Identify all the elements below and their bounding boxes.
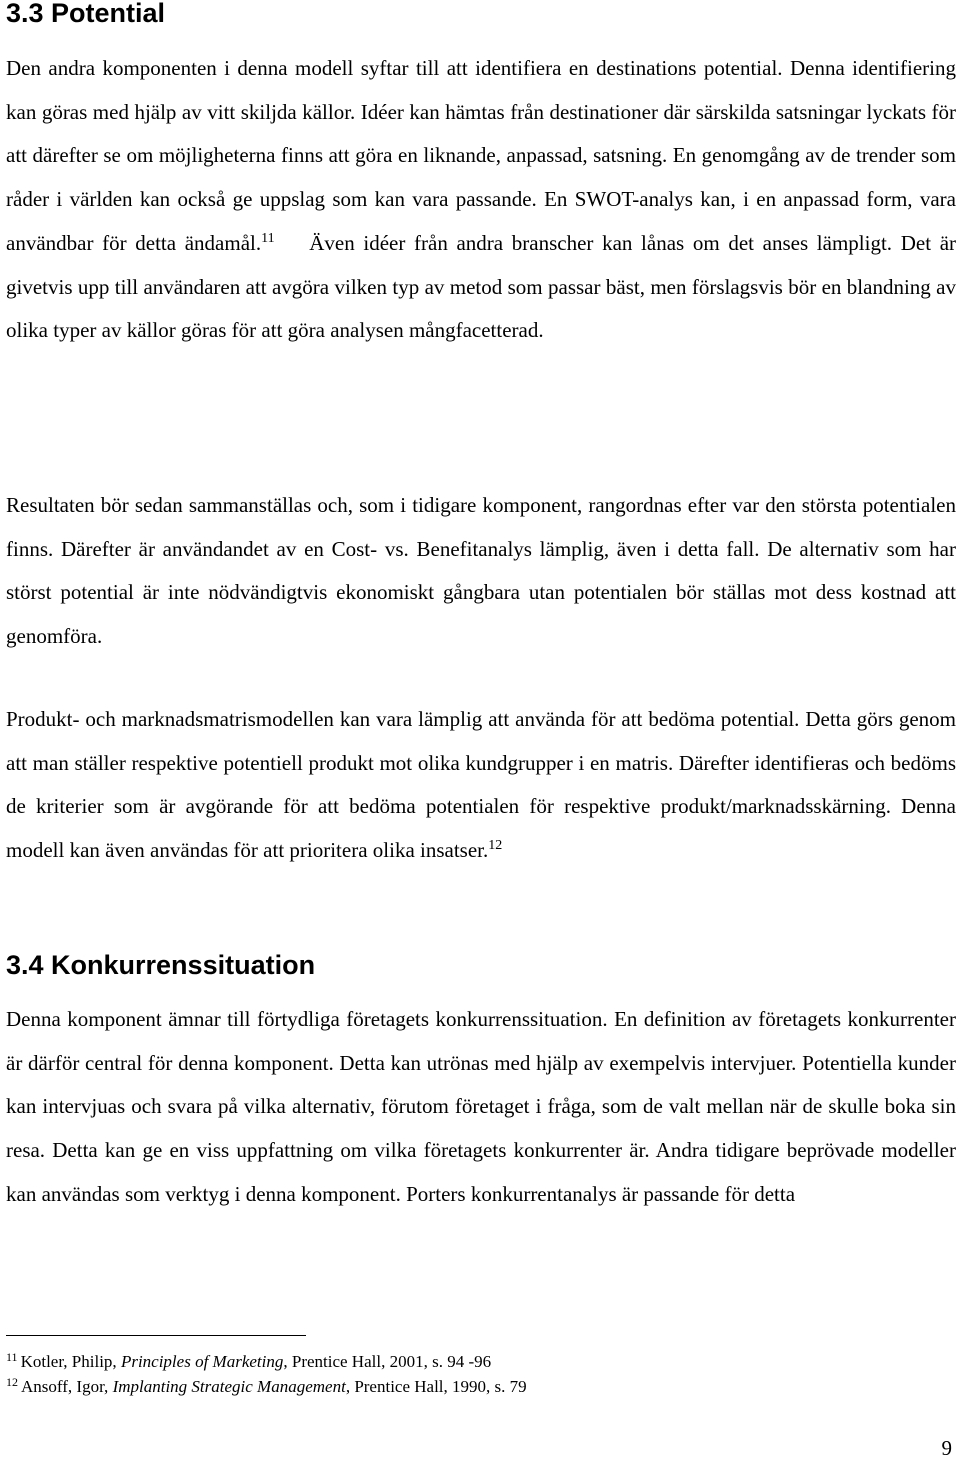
paragraph-text: Den andra komponenten i denna modell syftar till att identifiera en destinations potential. Denna identifiering kan göras med hjälp av vitt skiljda källor. Idéer kan hämtas från destinationer där särskilda satsningar lyckats för att därefter se om möjligheterna finns att göra en liknande, anpassad, satsning. En genomgång av de trender som råder i världen kan också ge uppslag som kan vara passande. En SWOT-analys kan, i en anpassad form, vara användbar för detta ändamål.: [6, 56, 956, 255]
footnote-divider: [6, 1335, 306, 1336]
footnote-rest: , Prentice Hall, 1990, s. 79: [345, 1377, 527, 1396]
footnote-number: 11: [6, 1350, 18, 1364]
footnote-11: [6, 1349, 527, 1374]
section-heading-konkurrenssituation: 3.4 Konkurrenssituation: [6, 950, 316, 980]
footnote-author: Ansoff, Igor,: [21, 1377, 113, 1396]
footnote-author: Kotler, Philip,: [20, 1352, 121, 1371]
footnotes: [6, 1349, 527, 1399]
footnote-ref-12: 12: [488, 838, 503, 854]
footnote-number: 12: [6, 1375, 18, 1389]
footnote-title: Principles of Marketing: [120, 1352, 284, 1371]
page-number: 9: [941, 1436, 952, 1460]
paragraph-potential-3: [6, 698, 956, 873]
paragraph-potential-2: Resultaten bör sedan sammanställas och, som i tidigare komponent, rangordnas efter var den största potentialen finns. Därefter är användandet av en Cost- vs. Benefitanalys lämplig, även i detta fall. De alternativ som har störst potential är inte nödvändigtvis ekonomiskt gångbara utan potentialen bör ställas mot dess kostnad att genomföra.: [6, 493, 956, 649]
paragraph-potential-1: [6, 47, 956, 353]
paragraph-text-after: Även idéer från andra branscher kan lånas om det anses lämpligt. Det är givetvis upp till användaren att avgöra vilken typ av metod som passar bäst, men förslagsvis bör en blandning av olika typer av källor göras för att göra analysen mångfacetterad.: [6, 230, 957, 343]
section-heading-potential: 3.3 Potential: [6, 0, 166, 28]
footnote-title: Implanting Strategic Management: [112, 1377, 346, 1396]
footnote-12: [6, 1374, 527, 1399]
footnote-rest: , Prentice Hall, 2001, s. 94 -96: [283, 1352, 492, 1371]
paragraph-text: Produkt- och marknadsmatrismodellen kan vara lämplig att använda för att bedöma potential. Detta görs genom att man ställer respektive potentiell produkt mot olika kundgrupper i en matris. Därefter identifieras och bedöms de kriterier som är avgörande för att bedöma potentialen för respektive produkt/marknadsskärning. Denna modell kan även användas för att prioritera olika insatser.: [6, 707, 956, 863]
footnote-ref-11: 11: [261, 230, 275, 246]
paragraph-konkurrens-1: Denna komponent ämnar till förtydliga företagets konkurrenssituation. En definition av företagets konkurrenter är därför central för denna komponent. Detta kan utrönas med hjälp av exempelvis intervjuer. Potentiella kunder kan intervjuas och svara på vilka alternativ, förutom företaget i fråga, som de valt mellan när de skulle boka sin resa. Detta kan ge en viss uppfattning om vilka företagets konkurrenter är. Andra tidigare beprövade modeller kan användas som verktyg i denna komponent. Porters konkurrentanalys är passande för detta: [6, 1007, 956, 1206]
